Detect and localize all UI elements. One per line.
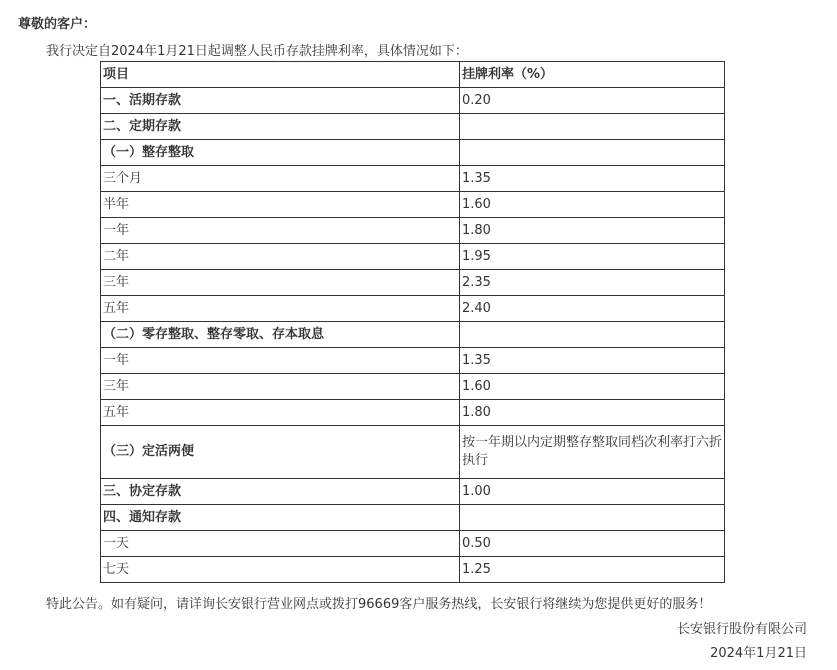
table-row [101,140,725,166]
intro-text: 我行决定自2024年1月21日起调整人民币存款挂牌利率，具体情况如下： [46,44,468,59]
table-row [101,166,725,192]
header-item: 项目 [101,62,460,88]
table-row [101,505,725,531]
row-rate [460,505,725,531]
row-rate: 1.80 [460,400,725,426]
table-row [101,88,725,114]
row-rate: 0.20 [460,88,725,114]
table-row [101,270,725,296]
table-row [101,400,725,426]
row-rate: 按一年期以内定期整存整取同档次利率打六折执行 [460,426,725,479]
row-item: 半年 [101,192,460,218]
row-rate: 2.40 [460,296,725,322]
row-item: 三、协定存款 [101,479,460,505]
row-item: 五年 [101,296,460,322]
table-row [101,374,725,400]
row-item: 三个月 [101,166,460,192]
table-row [101,426,725,479]
table-row [101,479,725,505]
table-row [101,192,725,218]
table-row [101,557,725,583]
row-item: 一年 [101,218,460,244]
table-row [101,348,725,374]
row-item: 五年 [101,400,460,426]
table-row [101,114,725,140]
row-item: （一）整存整取 [101,140,460,166]
table-row [101,296,725,322]
row-rate [460,114,725,140]
table-header-row [101,62,725,88]
row-rate: 1.35 [460,166,725,192]
row-rate: 0.50 [460,531,725,557]
row-item: 三年 [101,374,460,400]
row-rate: 1.60 [460,192,725,218]
table-row [101,322,725,348]
row-item: 一天 [101,531,460,557]
row-item: 一年 [101,348,460,374]
row-item: 三年 [101,270,460,296]
signature-date: 2024年1月21日 [710,646,807,661]
row-item: 二、定期存款 [101,114,460,140]
row-item: 四、通知存款 [101,505,460,531]
row-rate: 2.35 [460,270,725,296]
row-item: 二年 [101,244,460,270]
row-rate [460,140,725,166]
rate-table [100,61,725,583]
row-item: （三）定活两便 [101,426,460,479]
notice-text: 特此公告。如有疑问，请详询长安银行营业网点或拨打96669客户服务热线，长安银行将继续为您提供更好的服务！ [46,597,712,612]
row-rate: 1.35 [460,348,725,374]
row-rate: 1.95 [460,244,725,270]
row-item: 七天 [101,557,460,583]
header-rate: 挂牌利率（%） [460,62,725,88]
table-row [101,531,725,557]
signature-company: 长安银行股份有限公司 [676,622,807,637]
row-rate [460,322,725,348]
row-rate: 1.60 [460,374,725,400]
table-row [101,218,725,244]
row-rate: 1.25 [460,557,725,583]
row-item: （二）零存整取、整存零取、存本取息 [101,322,460,348]
row-item: 一、活期存款 [101,88,460,114]
table-row [101,244,725,270]
greeting: 尊敬的客户： [18,17,97,32]
row-rate: 1.80 [460,218,725,244]
row-rate: 1.00 [460,479,725,505]
